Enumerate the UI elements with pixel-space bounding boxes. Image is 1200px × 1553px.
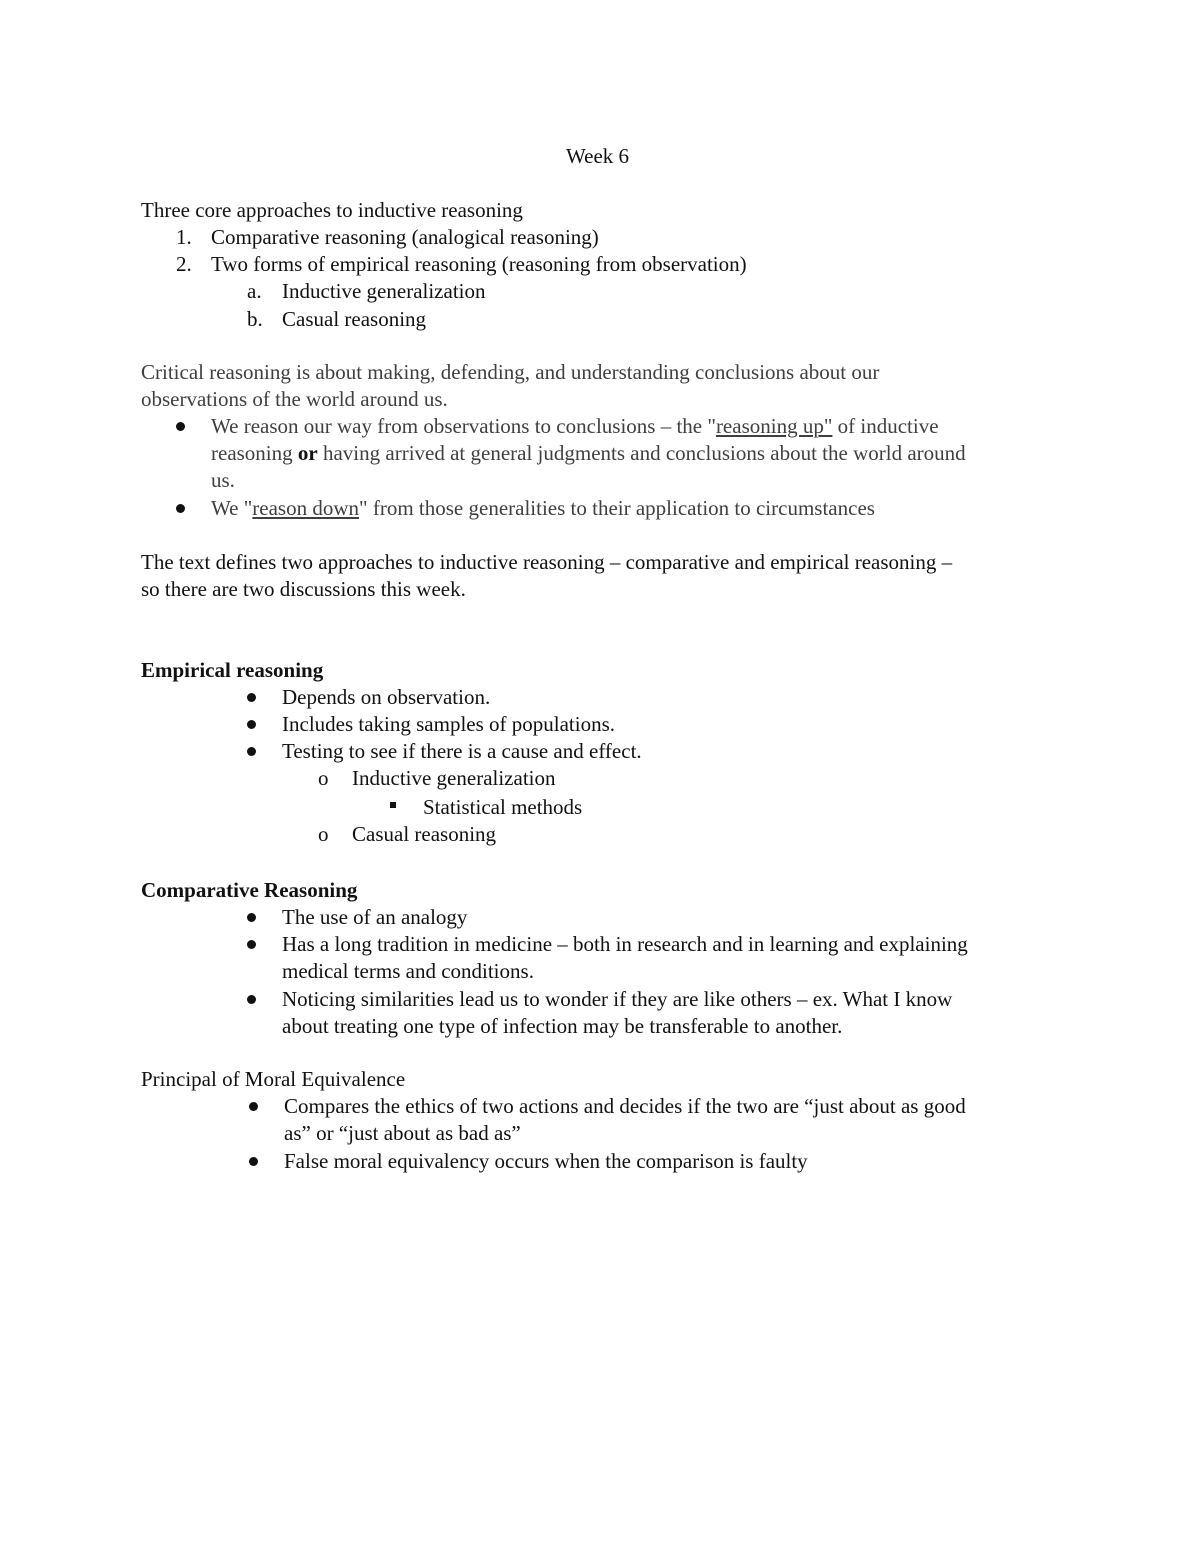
paragraph-line: The text defines two approaches to inductive reasoning – comparative and empirical reasoning – [141, 550, 953, 574]
list-item: The use of an analogy [282, 905, 468, 929]
reason-down-link[interactable]: reason down [252, 496, 360, 520]
list-item [211, 495, 875, 522]
list-item-continued: as” or “just about as bad as” [284, 1121, 521, 1145]
text-run: of inductive [832, 414, 939, 438]
list-item: Two forms of empirical reasoning (reasoning from observation) [211, 252, 747, 276]
bullet-icon [176, 422, 185, 431]
bullet-icon [247, 995, 256, 1004]
list-marker: 1. [176, 225, 192, 249]
bullet-icon [247, 913, 256, 922]
circle-bullet-icon: o [318, 822, 329, 846]
text-run: We reason our way from observations to conclusions – the " [211, 414, 716, 438]
list-item-continued: medical terms and conditions. [282, 959, 534, 983]
list-item: Has a long tradition in medicine – both in research and in learning and explaining [282, 932, 968, 956]
list-item: Noticing similarities lead us to wonder if they are like others – ex. What I know [282, 987, 953, 1011]
list-item: False moral equivalency occurs when the comparison is faulty [284, 1149, 808, 1173]
page-title: Week 6 [566, 144, 630, 168]
intro-heading: Three core approaches to inductive reasoning [141, 198, 523, 222]
circle-bullet-icon: o [318, 766, 329, 790]
bullet-icon [247, 940, 256, 949]
paragraph-line: Critical reasoning is about making, defending, and understanding conclusions about our [141, 360, 880, 384]
bullet-icon [247, 720, 256, 729]
list-item [211, 413, 939, 440]
bullet-icon [247, 693, 256, 702]
reasoning-up-link[interactable]: reasoning up" [715, 414, 833, 438]
paragraph-line: so there are two discussions this week. [141, 577, 466, 601]
list-item: Depends on observation. [282, 685, 491, 709]
list-item: Inductive generalization [282, 279, 486, 303]
section-heading-moral: Principal of Moral Equivalence [141, 1067, 406, 1091]
list-item-continued: us. [211, 468, 235, 492]
bullet-icon [176, 504, 185, 513]
list-item: Includes taking samples of populations. [282, 712, 616, 736]
bullet-icon [249, 1102, 258, 1111]
square-bullet-icon [390, 802, 396, 808]
bullet-icon [247, 747, 256, 756]
bullet-icon [249, 1157, 258, 1166]
list-item: Comparative reasoning (analogical reasoning) [211, 225, 599, 249]
list-item: Casual reasoning [282, 307, 427, 331]
list-marker: b. [247, 307, 263, 331]
section-heading-comparative: Comparative Reasoning [141, 878, 358, 902]
text-run: We " [211, 496, 253, 520]
list-marker: 2. [176, 252, 192, 276]
emphasis-or: or [297, 441, 318, 465]
list-item: Testing to see if there is a cause and effect. [282, 739, 642, 763]
list-item: Inductive generalization [352, 766, 556, 790]
list-item-continued: about treating one type of infection may be transferable to another. [282, 1014, 843, 1038]
list-marker: a. [247, 279, 262, 303]
text-run: having arrived at general judgments and conclusions about the world around [317, 441, 966, 465]
list-item: Casual reasoning [352, 822, 497, 846]
list-item: Statistical methods [423, 795, 583, 819]
list-item: Compares the ethics of two actions and decides if the two are “just about as good [284, 1094, 966, 1118]
text-run: " from those generalities to their application to circumstances [359, 496, 875, 520]
section-heading-empirical: Empirical reasoning [141, 658, 324, 682]
list-item-continued [211, 440, 966, 467]
paragraph-line: observations of the world around us. [141, 387, 448, 411]
text-run: reasoning [211, 441, 298, 465]
